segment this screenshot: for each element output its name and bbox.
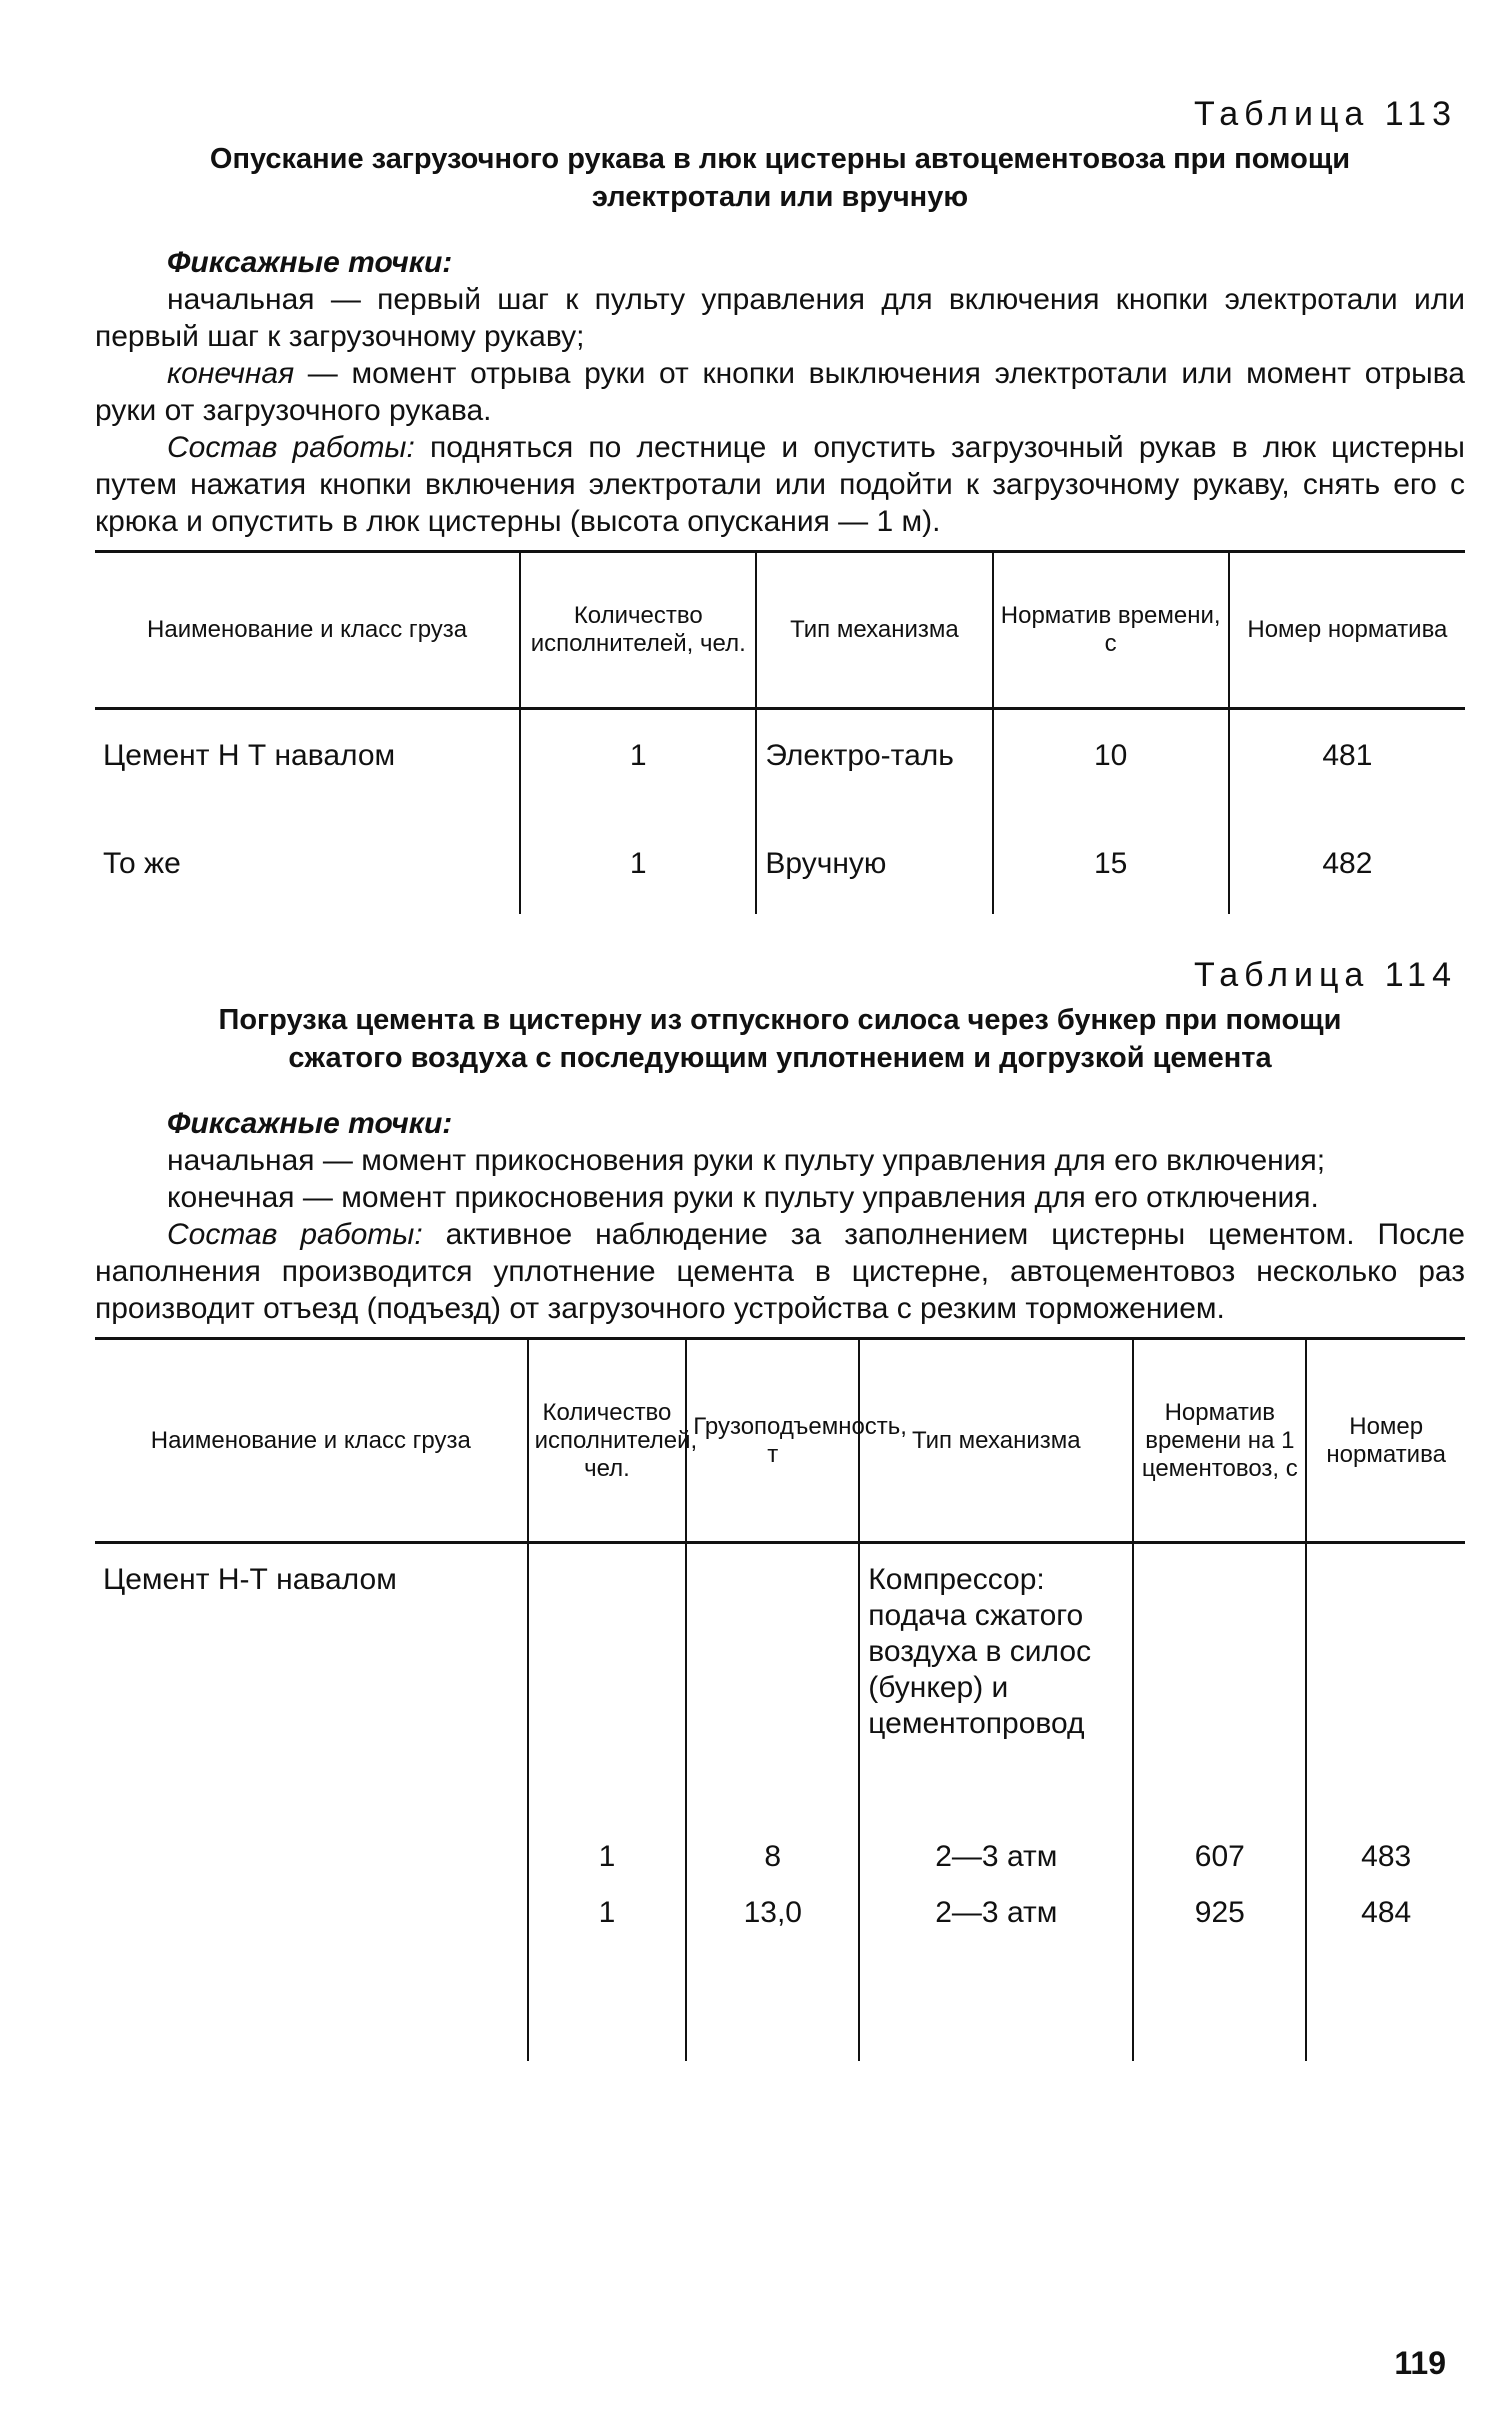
mechanism-cell: 2—3 атм (859, 1889, 1133, 2061)
table-row (95, 1543, 1465, 1834)
mechanism-cell: Электро-таль (756, 709, 992, 841)
fix-points-heading-2: Фиксажные точки: (167, 1107, 453, 1140)
end-point-body: — момент отрыва руки от кнопки выключения электротали или момент отрыва руки от загрузочного рукава. (95, 357, 1465, 427)
work-composition-body-2: активное наблюдение за заполнением цистерны цементом. После наполнения производится уплотнение цемента в цистерне, автоцементовоз несколько раз производит отъезд (подъезд) от загрузочного устройства с резким торможением. (95, 1218, 1465, 1325)
time-norm-cell: 607 (1133, 1833, 1306, 1889)
work-composition-body: подняться по лестнице и опустить загрузочный рукав в люк цистерны путем нажатия кнопки включения электротали или подойти к загрузочному рукаву, снять его с крюка и опустить в люк цистерны (высота опускания — 1 м). (95, 431, 1465, 538)
capacity-cell: 13,0 (686, 1889, 859, 2061)
cargo-cell: То же (103, 847, 181, 880)
column-header: Номер норматива (1229, 552, 1465, 709)
workers-cell: 1 (528, 1889, 687, 2061)
column-header: Наименование и класс груза (95, 1339, 528, 1543)
workers-cell: 1 (520, 840, 756, 914)
norm-number-cell: 481 (1229, 709, 1465, 841)
start-point-text-2: начальная — момент прикосновения руки к пульту управления для его включения; (167, 1144, 1326, 1177)
table-row (95, 709, 1465, 841)
column-header: Количество исполнителей, чел. (520, 552, 756, 709)
time-norm-cell: 925 (1133, 1889, 1306, 2061)
table-113-label: Таблица 113 (1194, 95, 1457, 133)
end-point-text (95, 355, 1465, 429)
column-header: Тип механизма (859, 1339, 1133, 1543)
norm-table-113 (95, 550, 1465, 914)
work-composition-label-2: Состав работы: (167, 1218, 423, 1251)
mechanism-description-cell: Компрессор: подача сжатого воздуха в силос (бункер) и цементопровод (859, 1543, 1133, 1834)
work-composition-label: Состав работы: (167, 431, 415, 464)
mechanism-cell: 2—3 атм (859, 1833, 1133, 1889)
norm-table-114 (95, 1337, 1465, 2061)
table-113-title: Опускание загрузочного рукава в люк цистерны автоцементовоза при помощи электротали или вручную (209, 143, 1351, 213)
column-header: Наименование и класс груза (95, 552, 520, 709)
start-point-text: начальная — первый шаг к пульту управления для включения кнопки электротали или первый шаг к загрузочному рукаву; (95, 283, 1465, 353)
cargo-cell: Цемент Н-Т навалом (103, 1563, 397, 1596)
table-row (95, 1833, 1465, 1889)
table-114-label: Таблица 114 (1194, 956, 1457, 994)
time-norm-cell: 15 (993, 840, 1229, 914)
page-number: 119 (1394, 2345, 1446, 2381)
norm-number-cell: 484 (1306, 1889, 1465, 2061)
table-row (95, 840, 1465, 914)
page (95, 95, 1465, 2061)
workers-cell: 1 (528, 1833, 687, 1889)
column-header: Тип механизма (756, 552, 992, 709)
work-composition-2 (95, 1216, 1465, 1327)
column-header: Количество исполнителей, чел. (528, 1339, 687, 1543)
fix-points-heading: Фиксажные точки: (167, 246, 453, 279)
mechanism-cell: Вручную (756, 840, 992, 914)
end-point-text-2: конечная — момент прикосновения руки к пульту управления для его отключения. (167, 1181, 1319, 1214)
column-header: Норматив времени, с (993, 552, 1229, 709)
column-header: Грузоподъемность, т (686, 1339, 859, 1543)
time-norm-cell: 10 (993, 709, 1229, 841)
column-header: Норматив времени на 1 цементовоз, с (1133, 1339, 1306, 1543)
norm-number-cell: 482 (1229, 840, 1465, 914)
column-header: Номер норматива (1306, 1339, 1465, 1543)
norm-number-cell: 483 (1306, 1833, 1465, 1889)
workers-cell: 1 (520, 709, 756, 841)
cargo-cell: Цемент Н Т навалом (103, 739, 396, 772)
capacity-cell: 8 (686, 1833, 859, 1889)
end-point-label: конечная (167, 357, 295, 390)
table-114-title: Погрузка цемента в цистерну из отпускного силоса через бункер при помощи сжатого воздуха с последующим уплотнением и догрузкой цемента (218, 1004, 1342, 1074)
table-row (95, 1889, 1465, 2061)
work-composition (95, 429, 1465, 540)
